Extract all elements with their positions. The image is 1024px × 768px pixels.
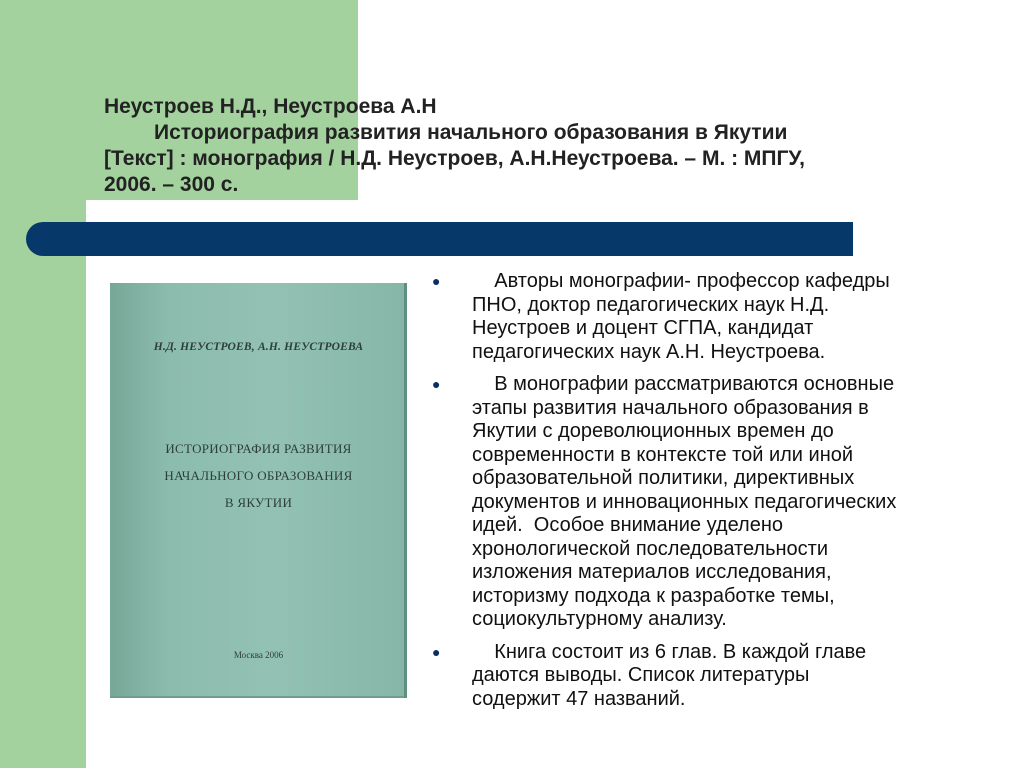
- bullet-item: [432, 641, 992, 712]
- book-cover-title-line: ИСТОРИОГРАФИЯ РАЗВИТИЯ: [165, 441, 352, 456]
- bullet-icon: ●: [432, 376, 441, 392]
- bullet-icon: ●: [432, 273, 441, 289]
- bullet-text: Книга состоит из 6 глав. В каждой главе даются выводы. Список литературы содержит 47 названий.: [472, 640, 867, 710]
- book-cover-title-line: В ЯКУТИИ: [224, 495, 293, 510]
- decorative-title-bar: [26, 222, 853, 256]
- title-line-authors: Неустроев Н.Д., Неустроева А.Н: [104, 95, 437, 118]
- title-line-book: Историография развития начального образования в Якутии: [154, 121, 788, 144]
- title-line-year: 2006. – 300 с.: [104, 173, 239, 196]
- bullet-text: Авторы монографии- профессор кафедры ПНО, доктор педагогических наук Н.Д. Неустроев и доцент СГПА, кандидат педагогических наук А.Н. Неустроева.: [472, 270, 890, 363]
- book-cover-title: [110, 435, 407, 516]
- bullet-item: [432, 373, 992, 632]
- bullet-icon: ●: [432, 643, 441, 660]
- decorative-green-strip: [0, 0, 86, 768]
- title-line-bibliography: [Текст] : монография / Н.Д. Неустроев, А.Н.Неустроева. – М. : МПГУ,: [104, 147, 805, 170]
- book-cover-title-line: НАЧАЛЬНОГО ОБРАЗОВАНИЯ: [164, 468, 353, 483]
- book-cover-image: [110, 283, 407, 698]
- book-cover-authors: Н.Д. НЕУСТРОЕВ, А.Н. НЕУСТРОЕВА: [153, 341, 364, 353]
- slide-title: [104, 94, 984, 198]
- bullet-list: [432, 270, 992, 720]
- book-cover-place-year: Москва 2006: [233, 650, 284, 660]
- bullet-text: В монографии рассматриваются основные этапы развития начального образования в Якутии с дореволюционных времен до современности в контексте той или иной образовательной политики, директивных документов и инновационных педагогических идей. Особое внимание уделено хронологической последовательности изложения материалов исследования, историзму подхода к разработке темы, социокультурному анализу.: [472, 373, 897, 630]
- bullet-item: [432, 270, 992, 364]
